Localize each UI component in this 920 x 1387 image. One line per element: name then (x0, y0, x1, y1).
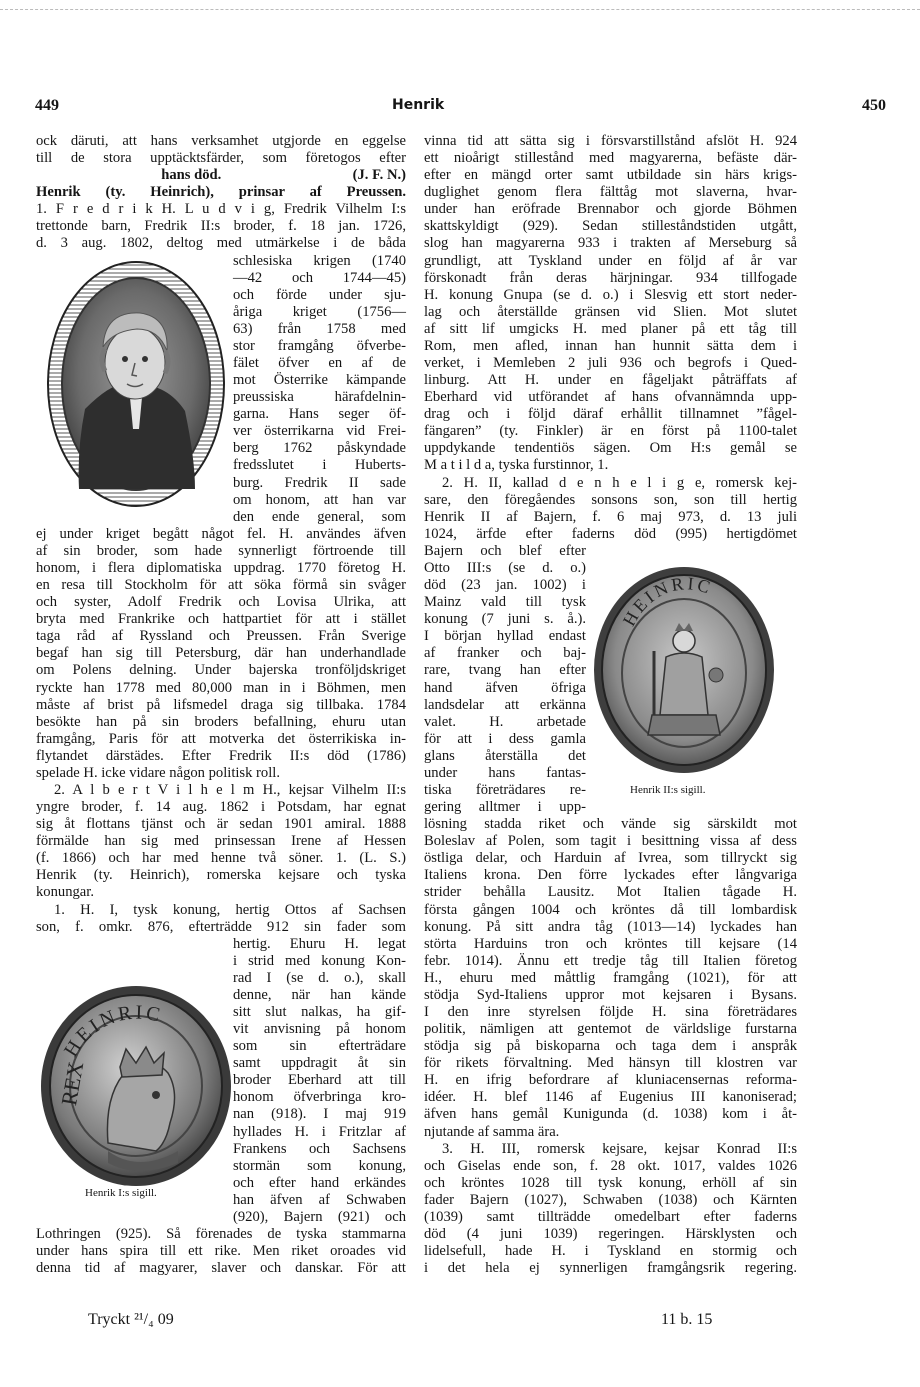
text-line: och efter hand erkändes (233, 1174, 406, 1191)
text-line: under han eröfrade Brennabor och gjorde Böhmen (424, 201, 797, 218)
text-line: en resa till Stockholm för att söka förmå sin svåger (36, 577, 406, 594)
text-line: till de stora upptäcktsfärder, som företogos efter (36, 150, 406, 167)
text-line: och syster, Adolf Fredrik och Lovisa Ulrika, att (36, 594, 406, 611)
text-line: 1024, ärfde efter faderns död (995) hertigdömet (424, 525, 797, 542)
text-line: I den inre styrelsen följde H. sina företrädares (424, 1003, 797, 1020)
text-line: hand äfven öfriga (424, 679, 586, 696)
text-line: efter en mängd orter samt utbildade sin härs krigs- (424, 167, 797, 184)
text-line: —42 och 1744—45) (233, 269, 406, 286)
text-line: hyllades H. i Fritzlar af (233, 1123, 406, 1140)
text-line: hertig. Ehuru H. legat (233, 935, 406, 952)
seal-henrik-2 (592, 565, 777, 775)
text-line: första gången 1004 och kröntes då till lombardisk (424, 901, 797, 918)
text-line: konung (7 juni s. å.). (424, 611, 586, 628)
text-line: stödja Syd-Italiens uppror mot kejsaren i Bysans. (424, 986, 797, 1003)
text-line: drag och i följd däraf erhållit tillnamnet ”fågel- (424, 406, 797, 423)
text-line: skattskyldigt (929). Sedan stilleståndstiden utgått, (424, 218, 797, 235)
text-line: honom, i flera diplomatiska uppdrag. 1770 företog H. (36, 559, 406, 576)
text-line: grundligt, att Tyskland under en följd af år var (424, 252, 797, 269)
text-line: af franker och baj- (424, 645, 586, 662)
signature-mark: 11 b. 15 (661, 1311, 713, 1328)
text-line: samt uppdragit åt sin (233, 1055, 406, 1072)
text-line: i det hela ej synnerligen framgångsrik regering. (424, 1260, 797, 1277)
print-date: Tryckt ²¹/₄ 09 (88, 1311, 174, 1328)
text-line: linburg. Att H. under en fågeljakt påträffats af (424, 372, 797, 389)
text-line: framgång, Paris för att motverka det österrikiska in- (36, 730, 406, 747)
right-page-number: 450 (862, 97, 886, 114)
text-line: lidelsefull, hade H. i Tyskland en stormig och (424, 1243, 797, 1260)
text-line: bryta med Frankrike och hattpartiet för att i stället (36, 611, 406, 628)
text-line: östliga delar, och Harduin af Ivrea, som tillryckt sig (424, 850, 797, 867)
text-line: verket, i Memleben 2 juli 936 och begrofs i Qued- (424, 355, 797, 372)
text-line: konungar. (36, 884, 94, 901)
text-line: d. 3 aug. 1802, deltog med utmärkelse i de båda (36, 235, 406, 252)
text-line: 1. F r e d r i k H. L u d v i g, Fredrik Vilhelm I:s (36, 201, 406, 218)
text-line: Henrik II af Bajern, f. 6 maj 973, d. 13 juli (424, 508, 797, 525)
text-line: I början hyllad endast (424, 628, 586, 645)
text-line: spelade H. icke vidare någon politisk roll. (36, 764, 280, 781)
portrait-figure (45, 259, 227, 509)
text-line: yngre broder, f. 14 aug. 1862 i Potsdam, har egnat (36, 799, 406, 816)
text-line: burg. Fredrik II sade (233, 474, 406, 491)
text-line: Mainz vald till tysk (424, 594, 586, 611)
text-line: i strid med konung Kon- (233, 952, 406, 969)
text-line: njutande af samma ära. (424, 1123, 560, 1140)
text-line: mot Österrike kämpande (233, 372, 406, 389)
text-line: (920), Bajern (921) och (233, 1208, 406, 1225)
text-line: denna tid af magyarer, slaver och danskar. För att (36, 1260, 406, 1277)
text-line: rare, tvang han efter (424, 662, 586, 679)
text-line: febr. 1014). Ännu ett tredje tåg till Italien företog (424, 952, 797, 969)
text-line: äfven hans gemål Kunigunda (d. 1038) kom i åt- (424, 1106, 797, 1123)
text-line: garna. Hans seger öf- (233, 406, 406, 423)
text-line: slog han magyarerna 933 i trakten af Merseburg så (424, 235, 797, 252)
seal-henrik-1 (38, 983, 233, 1188)
text-line: om honom, att han var (233, 491, 406, 508)
text-line: stödja sig på biskoparna och taga dem i anspråk (424, 1038, 797, 1055)
seal-1-wrap-text (233, 936, 406, 1226)
text-line: störta Harduins tron och kröntes till kejsare (14 (424, 935, 797, 952)
text-line: preussiska härafdelnin- (233, 389, 406, 406)
text-line: förskonadt från deras härjningar. 934 tillfogade (424, 269, 797, 286)
text-line: af sin broder, som hade synnerligt förtroende till (36, 542, 406, 559)
text-line: berg 1762 påskyndade (233, 440, 406, 457)
text-line: vinna tid att sätta sig i försvarstillstånd afslöt H. 924 (424, 133, 797, 149)
text-line: fälet öfver en af de (233, 355, 406, 372)
text-line: rad I (se d. o.), skall (233, 969, 406, 986)
text-line: landsdelar att erkänna (424, 696, 586, 713)
left-page-number: 449 (35, 97, 59, 114)
text-line: 1. H. I, tysk konung, hertig Ottos af Sachsen (54, 901, 406, 918)
top-rule (0, 9, 920, 10)
seal-2-wrap-text (424, 543, 586, 816)
text-line: besökte han på sin broders befallning, ehuru utan (36, 713, 406, 730)
text-line: (1039) samt tillträdde omedelbart efter faderns (424, 1208, 797, 1225)
text-line: politik, nämligen att gentemot de världslige furstarna (424, 1021, 797, 1038)
text-line: ver österrikarna vid Frei- (233, 423, 406, 440)
seal-henrik-1-figure (38, 983, 233, 1188)
text-line: H. konung Gnupa (se d. o.) i Slesvig ett stort neder- (424, 286, 797, 303)
text-line: glans återställa det (424, 747, 586, 764)
text-line: schlesiska krigen (1740 (233, 252, 406, 269)
text-line: sare, den föregåendes sonsons son, son till hertig (424, 491, 797, 508)
text-line: H. en ifrig befordrare af kluniacensernas reforma- (424, 1072, 797, 1089)
text-line: lösning stadda riket och vände sig särskildt mot (424, 816, 797, 833)
text-line: sitt slut nalkas, ha gif- (233, 1003, 406, 1020)
text-line: för rikets förvaltning. Med hänsyn till klostren var (424, 1055, 797, 1072)
text-line: lag och återställde gränsen vid Slien. Mot slutet (424, 303, 797, 320)
text-line: fader Bajern (1027), Schwaben (1038) och Kärnten (424, 1191, 797, 1208)
text-line: valet. H. arbetade (424, 713, 586, 730)
text-line: den ende general, som (233, 508, 406, 525)
text-line: fängaren” (ty. Finkler) är en först på 1100-talet (424, 423, 797, 440)
text-line: strider behålla Lausitz. Mot Italien tågade H. (424, 884, 797, 901)
portrait-wrap-text (233, 253, 406, 526)
text-line: Frankens och Sachsens (233, 1140, 406, 1157)
text-line: begaf han sig till Petersburg, där han underhandlade (36, 645, 406, 662)
text-line: hans död. (J. F. N.) (161, 167, 406, 184)
seal-henrik-2-caption: Henrik II:s sigill. (630, 784, 706, 796)
text-line: stormän som konung, (233, 1157, 406, 1174)
text-line: trettonde barn, Fredrik II:s broder, f. 18 jan. 1726, (36, 218, 406, 235)
headword-prussia: Henrik (ty. Heinrich), prinsar af Preussen. (36, 184, 406, 201)
text-line: taga råd af Ryssland och Preussen. Från Sverige (36, 628, 406, 645)
text-line: 3. H. III, romersk kejsare, kejsar Konrad II:s (442, 1140, 797, 1157)
text-line: (f. 1866) och har med henne två söner. 1. (L. S.) (36, 850, 406, 867)
text-line: konung. På sitt andra tåg (1013—14) lyckades han (424, 918, 797, 935)
text-line: H., ehuru med måttlig framgång (1021), för att (424, 969, 797, 986)
text-line: denne, när han kände (233, 986, 406, 1003)
text-line: måste af brist på lifsmedel draga sig tillbaka. 1784 (36, 696, 406, 713)
seal-henrik-1-caption: Henrik I:s sigill. (85, 1187, 157, 1199)
headword-emperors: Henrik (ty. Heinrich), romerska kejsare och tyska (36, 867, 406, 884)
text-line: son, f. omkr. 876, efterträdde 912 sin fader som (36, 918, 406, 935)
text-line: ett nioårigt stillestånd med magyarerna, befäste där- (424, 150, 797, 167)
text-line: och kröntes 1028 till tysk konung, erhöll af sin (424, 1174, 797, 1191)
text-line: och förde under sju- (233, 286, 406, 303)
text-line: nan (918). I maj 919 (233, 1106, 406, 1123)
text-line: som sin efterträdare (233, 1038, 406, 1055)
text-line: under hans fantas- (424, 764, 586, 781)
text-line: sig åt flottans tjänst och är sedan 1901 amiral. 1888 (36, 816, 406, 833)
text-line: om Polens delning. Under bajerska tronföljdskriget (36, 662, 406, 679)
text-line: uppdykande tendentiös sägen. Om H:s gemål se (424, 440, 797, 457)
seal-legend-left: REX (56, 1059, 89, 1108)
text-line: och Giselas ende son, f. 28 okt. 1017, valdes 1026 (424, 1157, 797, 1174)
text-line: vit anvisning på honom (233, 1021, 406, 1038)
seal-henrik-2-figure (592, 565, 777, 775)
text-line: honom öfverbringa kro- (233, 1089, 406, 1106)
text-line: Boleslav af Polen, som tagit i besittning vissa af dess (424, 833, 797, 850)
text-line: Rom, men afled, innan han hunnit sätta dem i (424, 337, 797, 354)
seal-legend-top: HEINRIC (618, 573, 716, 630)
text-line: flytandet därstädes. Efter Fredrik II:s död (1786) (36, 747, 406, 764)
text-line: ryckte han 1778 med 80,000 man in i Böhmen, men (36, 679, 406, 696)
text-line: under hans spira till ett rike. Men riket oroades vid (36, 1243, 406, 1260)
text-line: Lothringen (925). Så förenades de tyska stammarna (36, 1226, 406, 1242)
text-line: Italiens krona. Den förre lyckades efter långvariga (424, 867, 797, 884)
portrait-medallion (45, 259, 227, 509)
text-line: förmälde han sig med prinsessan Irene af Hessen (36, 833, 406, 850)
text-line: tiska företrädares re- (424, 781, 586, 798)
text-line: duglighet genom flera fälttåg mot slaverna, hvar- (424, 184, 797, 201)
running-title: Henrik (392, 97, 445, 113)
text-line: idéer. H. blef 1146 af Eugenius III kanoniserad; (424, 1089, 797, 1106)
text-line: död (23 jan. 1002) i (424, 577, 586, 594)
seal-legend-right: HEINRIC (59, 1001, 165, 1061)
text-line: för att i dess gamla (424, 730, 586, 747)
text-line: fredsslutet i Huberts- (233, 457, 406, 474)
text-line: gering alltmer i upp- (424, 799, 586, 816)
text-line: 2. H. II, kallad d e n h e l i g e, romersk kej- (442, 474, 797, 491)
text-line: 2. A l b e r t V i l h e l m H., kejsar Vilhelm II:s (54, 781, 406, 798)
text-line: stor framgång öfverbe- (233, 337, 406, 354)
text-line: han äfven af Schwaben (233, 1191, 406, 1208)
text-line: Eberhard vid utförandet af hans ofvannämnda upp- (424, 389, 797, 406)
text-line: död (4 juni 1039) regeringen. Härsklysten och (424, 1226, 797, 1242)
text-line: 63) från 1758 med (233, 320, 406, 337)
text-line: Otto III:s (se d. o.) (424, 559, 586, 576)
text-line: ej under kriget begått något fel. H. användes äfven (36, 525, 406, 542)
text-line: broder Eberhard att till (233, 1072, 406, 1089)
text-line: Bajern och blef efter (424, 542, 586, 559)
text-line: ock däruti, att hans verksamhet utgjorde en eggelse (36, 133, 406, 149)
text-line: af sitt lif umgicks H. med planer på ett tåg till (424, 320, 797, 337)
text-line: åriga kriget (1756— (233, 303, 406, 320)
text-line: M a t i l d a, tyska furstinnor, 1. (424, 457, 609, 474)
